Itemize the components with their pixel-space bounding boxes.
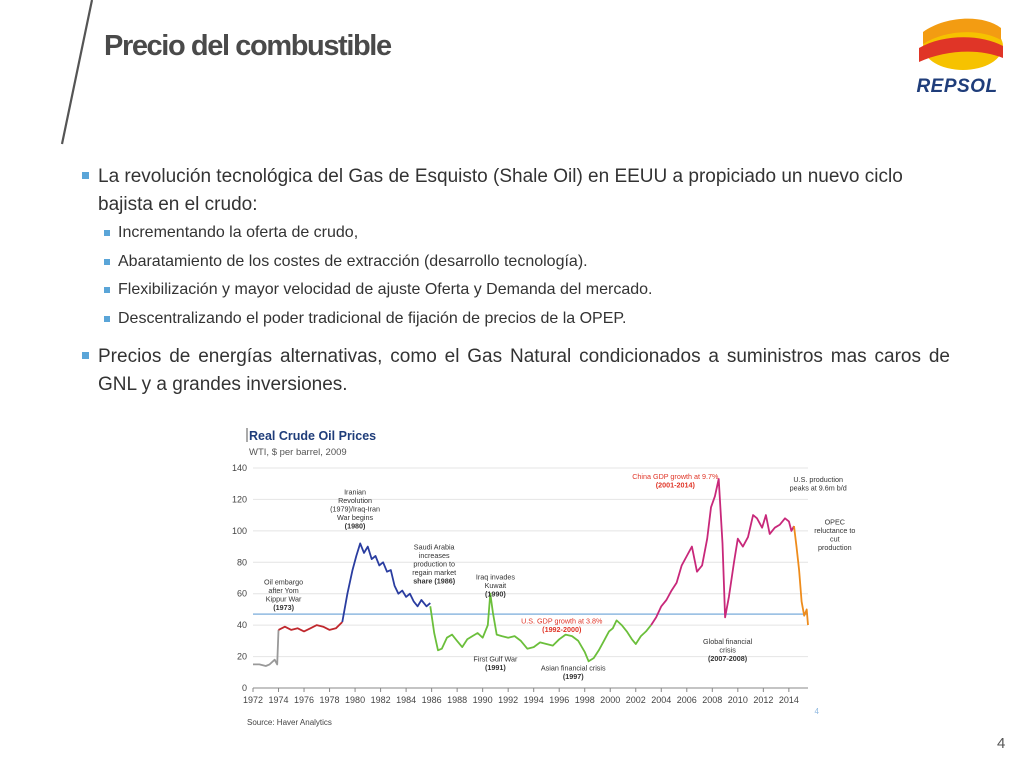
x-tick-label: 1980 (345, 695, 366, 705)
chart-annotation (703, 637, 753, 663)
x-tick-label: 1978 (319, 695, 340, 705)
annotation-line: China GDP growth at 9.7% (632, 472, 719, 481)
x-tick-label: 1974 (268, 695, 289, 705)
x-tick-label: 1994 (523, 695, 544, 705)
x-tick-label: 1992 (498, 695, 519, 705)
annotation-line: Oil embargo (264, 577, 304, 587)
chart-annotation (814, 518, 855, 553)
annotation-line: Asian financial crisis (540, 663, 606, 673)
chart-corner-number: 4 (814, 707, 819, 716)
annotation-line: (1973) (273, 602, 295, 612)
price-series-line-1 (279, 622, 343, 631)
slide-title: Precio del combustible (104, 30, 391, 62)
annotation-line: (1990) (485, 589, 506, 599)
decorative-slash (0, 0, 100, 150)
oil-price-chart (225, 420, 856, 730)
sub-bullet: Abaratamiento de los costes de extracción (desarrollo tecnología). (80, 248, 950, 277)
annotation-line: Kuwait (484, 581, 507, 591)
x-tick-label: 2010 (727, 695, 748, 705)
annotation-line: regain market (412, 568, 457, 578)
annotation-line: production to (413, 559, 455, 569)
annotation-line: Global financial (703, 637, 753, 646)
annotation-line: Kippur War (265, 594, 302, 604)
chart-annotation (473, 654, 518, 672)
x-tick-label: 2006 (676, 695, 697, 705)
y-tick-label: 0 (241, 683, 247, 693)
price-series-line-4 (651, 479, 794, 625)
annotation-line: OPEC (824, 517, 845, 527)
x-tick-label: 1998 (574, 695, 595, 705)
chart-annotation (521, 617, 603, 635)
y-tick-label: 100 (231, 525, 247, 536)
y-tick-label: 20 (236, 651, 247, 662)
y-tick-label: 40 (236, 620, 247, 631)
annotation-line: increases (418, 551, 450, 561)
chart-annotation (790, 475, 847, 493)
annotation-line: (1980) (344, 521, 366, 531)
repsol-logo (905, 10, 1013, 100)
chart-subtitle: WTI, $ per barrel, 2009 (249, 447, 347, 458)
annotation-line: Iraq invades (475, 572, 515, 582)
annotation-line: Revolution (338, 496, 373, 506)
x-tick-label: 1984 (396, 695, 417, 705)
bullet-shale-oil: La revolución tecnológica del Gas de Esquisto (Shale Oil) en EEUU a propiciado un nuevo ciclo bajista en el crudo: (80, 163, 950, 219)
price-series-line-3 (430, 594, 651, 662)
chart-title: Real Crude Oil Prices (249, 429, 377, 443)
sub-bullet: Incrementando la oferta de crudo, (80, 219, 950, 248)
x-tick-label: 2014 (778, 695, 799, 705)
annotation-line: crisis (719, 645, 736, 655)
repsol-flame-icon (905, 10, 1013, 74)
annotation-line: after Yom (268, 585, 299, 595)
annotation-line: reluctance to (814, 526, 856, 536)
annotation-line: peaks at 9.6m b/d (789, 483, 847, 493)
annotation-line: Iranian (344, 487, 367, 497)
y-tick-label: 80 (236, 557, 247, 568)
x-tick-label: 2002 (625, 695, 646, 705)
x-tick-label: 2012 (753, 695, 774, 705)
x-tick-label: 1990 (472, 695, 493, 705)
chart-annotation (632, 472, 719, 490)
sub-bullet: Flexibilización y mayor velocidad de ajuste Oferta y Demanda del mercado. (80, 276, 950, 305)
y-tick-label: 60 (236, 588, 247, 599)
x-tick-label: 1996 (549, 695, 570, 705)
sub-bullet: Descentralizando el poder tradicional de fijación de precios de la OPEP. (80, 305, 950, 334)
x-tick-label: 2004 (651, 695, 672, 705)
annotation-line: (1979)/Iraq-Iran (330, 504, 381, 514)
annotation-line: Saudi Arabia (413, 542, 455, 552)
chart-annotation (412, 543, 456, 586)
annotation-line: (1992-2000) (542, 625, 582, 635)
chart-annotation (264, 577, 303, 612)
price-series-line-5 (794, 526, 808, 625)
brand-wordmark: REPSOL (916, 76, 998, 97)
chart-annotation (541, 664, 606, 682)
bullet-natural-gas: Precios de energías alternativas, como el Gas Natural condicionados a suministros mas caros de GNL y a grandes inversiones. (80, 343, 950, 399)
annotation-line: share (1986) (413, 576, 456, 586)
annotation-line: U.S. production (793, 475, 843, 485)
chart-annotation (330, 488, 380, 531)
x-tick-label: 1976 (294, 695, 315, 705)
annotation-line: (1991) (485, 662, 506, 672)
x-tick-label: 1986 (421, 695, 442, 705)
y-tick-label: 120 (231, 494, 247, 505)
x-tick-label: 2000 (600, 695, 621, 705)
chart-source: Source: Haver Analytics (247, 718, 332, 727)
page-number: 4 (997, 735, 1006, 752)
annotation-line: cut (829, 534, 840, 544)
y-tick-label: 140 (231, 463, 247, 473)
chart-annotation (476, 573, 516, 599)
annotation-line: U.S. GDP growth at 3.8% (521, 616, 603, 626)
annotation-line: production (818, 543, 852, 553)
x-tick-label: 1972 (242, 695, 264, 705)
annotation-line: (2007-2008) (708, 654, 748, 663)
x-tick-label: 1982 (370, 695, 391, 705)
annotation-line: War begins (337, 513, 374, 523)
annotation-line: (1997) (562, 672, 584, 682)
bullet-list (80, 163, 950, 399)
x-tick-label: 2008 (702, 695, 723, 705)
annotation-line: First Gulf War (473, 654, 518, 664)
annotation-line: (2001-2014) (655, 480, 695, 490)
x-tick-label: 1988 (447, 695, 468, 705)
price-series-line-0 (253, 630, 279, 666)
